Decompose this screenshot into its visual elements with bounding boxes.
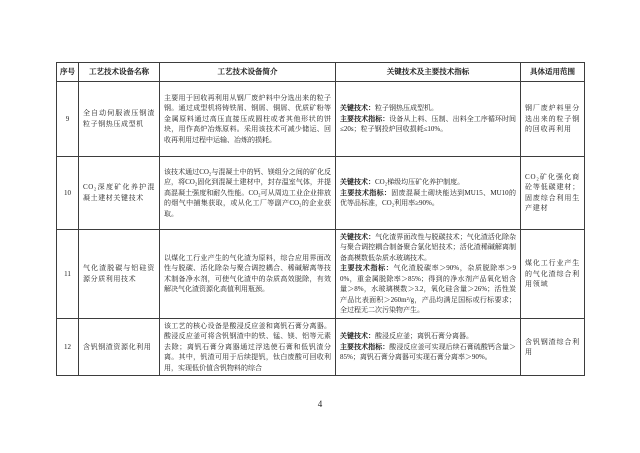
key-tech-line <box>340 232 516 264</box>
equipment-intro: 主要用于回收再利用从钢厂废炉料中分选出来的粒子钢。通过成型机将铸铁屑、钢屑、铜屑、优质矿粉等金属原料通过高压直接压成圆柱或者其他形状的饼块，用作高炉冶炼原料。采用该技术可减少储运、回收再利用过程中运输、冶炼的损耗。 <box>160 81 336 156</box>
equipment-name: CO₂深度矿化养护混凝土建材关键技术 <box>79 156 160 229</box>
equipment-name: 含钒钢渣资源化利用 <box>79 318 160 376</box>
key-tech-label: 关键技术： <box>340 332 375 341</box>
tech-indicator-line <box>340 188 516 209</box>
col-header-intro: 工艺技术设备简介 <box>160 63 336 82</box>
key-tech-cell <box>336 81 521 156</box>
key-tech-label: 关键技术： <box>340 178 375 186</box>
key-tech-line <box>340 331 516 342</box>
tech-indicator-line <box>340 263 516 316</box>
tech-indicator-text: 酸浸反应釜可实现后续石膏硫酸钙含量＞85%；离钒石膏分离器可实现石膏分离率＞90%。 <box>340 342 517 362</box>
tech-indicator-text: 气化渣脱碳率＞90%，杂质脱除率＞90%，重金属脱除率＞85%；得到的净水剂产品氧化铝含量＞8%，水玻璃模数＞3.2，氧化硅含量＞26%；活性炭产品比表面积＞260m²/g，产品均满足国标或行标要求；全过程无二次污染物产生。 <box>340 264 516 315</box>
key-tech-line <box>340 177 516 188</box>
key-tech-text: CO₂梯级均压矿化养护制度。 <box>375 178 465 186</box>
process-equipment-table <box>56 62 585 376</box>
col-header-name: 工艺技术设备名称 <box>79 63 160 82</box>
page-number: 4 <box>317 399 323 409</box>
equipment-name: 气化渣脱碳与铝硅资源分质利用技术 <box>79 229 160 318</box>
key-tech-label: 关键技术： <box>340 232 376 241</box>
table-header-row <box>57 63 585 82</box>
tech-indicator-label: 主要技术指标： <box>340 114 390 123</box>
key-tech-text: 粒子钢热压成型机。 <box>375 104 438 112</box>
tech-indicator-text: 固废混凝土砌块能达到MU15、MU10的优等品标准，CO₂利用率≥90%。 <box>340 188 517 207</box>
col-header-index: 序号 <box>57 63 79 82</box>
tech-indicator-text: 设备从上料、压制、出料全工序循环时间≤20s；粒子钢投炉回收损耗≤10%。 <box>340 114 517 133</box>
tech-indicator-label: 主要技术指标： <box>340 342 390 351</box>
scope-cell: 煤化工行业产生的气化渣综合利用领域 <box>521 229 585 318</box>
tech-indicator-label: 主要技术指标： <box>340 188 392 197</box>
tech-indicator-label: 主要技术指标： <box>340 264 394 273</box>
key-tech-text: 气化渣界面改性与脱碳技术；气化渣活化除杂与聚合调控耦合制备聚合氯化铝技术；活化渣稀碱解离制备高模数低杂质水玻璃技术。 <box>340 232 517 262</box>
tech-indicator-line <box>340 342 516 363</box>
key-tech-line <box>340 103 516 114</box>
equipment-name: 全自动伺服液压钢渣粒子钢热压成型机 <box>79 81 160 156</box>
col-header-scope: 具体适用范围 <box>521 63 585 82</box>
col-header-tech: 关键技术及主要技术指标 <box>336 63 521 82</box>
row-index: 12 <box>57 318 79 376</box>
equipment-intro: 以煤化工行业产生的气化渣为原料，综合应用界面改性与脱碳、活化除杂与聚合调控耦合、稀碱解离等技术制备净水剂，可使气化渣中的杂质高效脱除，有效解决气化渣资源化高值利用瓶颈。 <box>160 229 336 318</box>
equipment-intro: 该工艺的核心设备是酸浸反应釜和离钒石膏分离器。酸浸反应釜可将含钒钢渣中的铁、锰、镁、铝等元素去除；离钒石膏分离器通过浮选使石膏和低钒渣分离。其中，钒渣可用于后续提钒，钛白废酸可回收利用，实现低价值含钒物料的综合 <box>160 318 336 376</box>
key-tech-label: 关键技术： <box>340 104 375 112</box>
key-tech-cell <box>336 156 521 229</box>
scope-cell: 含钒钢渣综合利用 <box>521 318 585 376</box>
row-index: 9 <box>57 81 79 156</box>
table-row <box>57 318 585 376</box>
key-tech-cell <box>336 229 521 318</box>
key-tech-text: 酸浸反应釜；离钒石膏分离器。 <box>375 332 473 341</box>
scope-cell: CO₂矿化强化商砼等低碳建材；固废综合利用生产建材 <box>521 156 585 229</box>
table-row <box>57 81 585 156</box>
table-row <box>57 156 585 229</box>
key-tech-cell <box>336 318 521 376</box>
equipment-intro: 该技术通过CO₂与混凝土中的钙、镁组分之间的矿化反应，将CO₂固化到混凝土建材中，封存温室气体，并提高混凝土强度和耐久性能。CO₂可从周边工业企业排放的烟气中捕集获取，或从化工厂等副产CO₂的企业获取。 <box>160 156 336 229</box>
scope-cell: 钢厂废炉料里分选出来的粒子钢的回收再利用 <box>521 81 585 156</box>
row-index: 11 <box>57 229 79 318</box>
row-index: 10 <box>57 156 79 229</box>
tech-indicator-line <box>340 114 516 135</box>
table-row <box>57 229 585 318</box>
